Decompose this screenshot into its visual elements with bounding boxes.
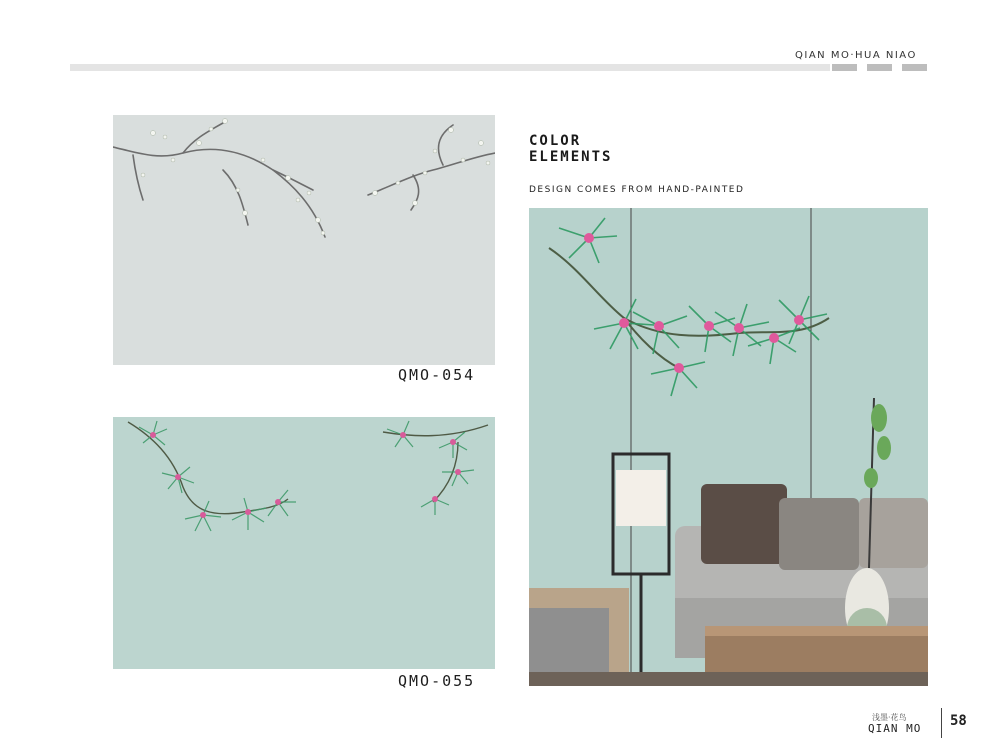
footer-brand: QIAN MO xyxy=(868,722,922,735)
section-title xyxy=(529,133,612,165)
product-image-qmo-054 xyxy=(113,115,495,365)
room-scene-photo xyxy=(529,208,928,686)
pine-branch-illustration xyxy=(113,417,495,669)
header-square xyxy=(832,64,857,71)
room-scene-illustration xyxy=(529,208,928,686)
header-bar xyxy=(70,64,830,71)
header-square xyxy=(867,64,892,71)
footer-brand-cn: 浅墨·花鸟 xyxy=(872,713,907,722)
footer-divider xyxy=(941,708,942,738)
page-number: 58 xyxy=(950,713,967,729)
product-image-qmo-055 xyxy=(113,417,495,669)
product-code-qmo-055: QMO-055 xyxy=(398,672,476,690)
brand-title: QIAN MO·HUA NIAO xyxy=(795,50,917,61)
section-title-line1: COLOR xyxy=(529,133,582,149)
section-subtitle: DESIGN COMES FROM HAND-PAINTED xyxy=(529,185,745,195)
section-title-line2: ELEMENTS xyxy=(529,149,613,165)
product-code-qmo-054: QMO-054 xyxy=(398,366,476,384)
header-square xyxy=(902,64,927,71)
plum-branch-illustration xyxy=(113,115,495,365)
